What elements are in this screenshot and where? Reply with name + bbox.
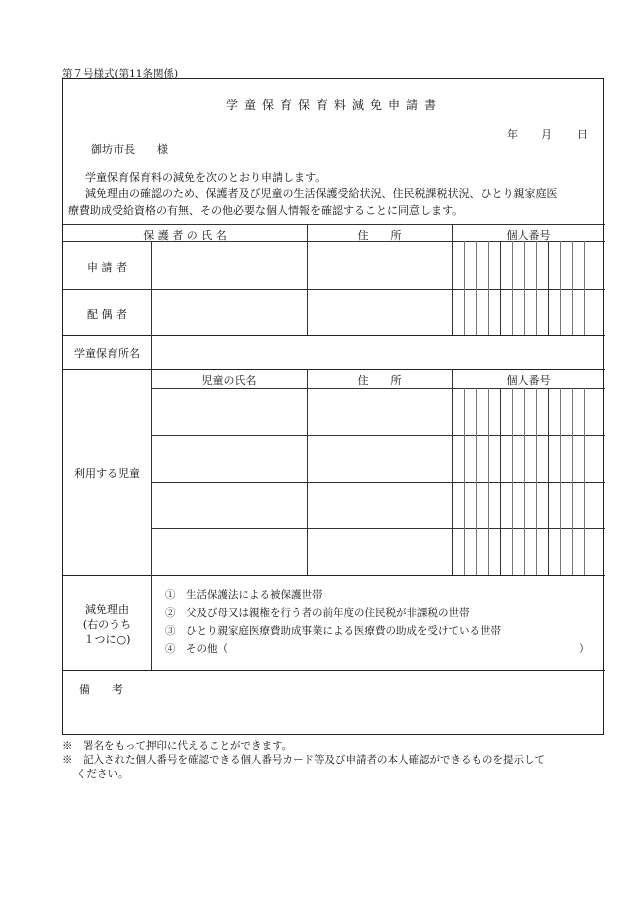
guardian-name-header: 保 護 者 の 氏 名 — [143, 229, 227, 242]
remarks-label: 備 考 — [79, 683, 123, 696]
applicant-my-number-field[interactable] — [453, 242, 604, 288]
spouse-address-field[interactable] — [308, 290, 451, 334]
child-2-my-number-field[interactable] — [453, 436, 604, 481]
child-1-my-number-field[interactable] — [453, 389, 604, 434]
intro-line-1: 学童保育保育料の減免を次のとおり申請します。 — [85, 171, 327, 184]
child-my-number-header: 個人番号 — [506, 374, 551, 387]
child-3-address-field[interactable] — [308, 483, 451, 527]
child-4-name-field[interactable] — [152, 529, 306, 574]
guardian-address-header: 住 所 — [357, 229, 402, 242]
spouse-my-number-field[interactable] — [453, 290, 604, 334]
reason-other-input[interactable] — [223, 640, 575, 654]
child-2-name-field[interactable] — [152, 436, 306, 481]
facility-label: 学童保育所名 — [74, 347, 140, 360]
child-address-header: 住 所 — [357, 374, 402, 387]
form-title: 学童保育保育料減免申請書 — [225, 98, 442, 112]
note-signature: ※ 署名をもって押印に代えることができます。 — [62, 740, 293, 752]
child-3-my-number-field[interactable] — [453, 483, 604, 527]
addressee-name: 御坊市長 — [91, 143, 135, 156]
reason-option-1[interactable]: ① 生活保護法による被保護世帯 — [165, 589, 323, 601]
child-3-name-field[interactable] — [152, 483, 306, 527]
note-id-verification: ※ 記入された個人番号を確認できる個人番号カード等及び申請者の本人確認ができるものを提示して — [62, 754, 545, 766]
applicant-address-field[interactable] — [308, 242, 451, 288]
child-4-address-field[interactable] — [308, 529, 451, 574]
application-form — [62, 78, 604, 735]
form-number-label: 第７号様式(第11条関係) — [62, 68, 179, 80]
child-1-address-field[interactable] — [308, 389, 451, 434]
child-4-my-number-field[interactable] — [453, 529, 604, 574]
spouse-row-label: 配 偶 者 — [87, 308, 127, 321]
date-year-label[interactable]: 年 — [507, 128, 518, 141]
note-id-verification-cont: ください。 — [76, 768, 129, 780]
reason-option-2[interactable]: ② 父及び母又は親権を行う者の前年度の住民税が非課税の世帯 — [165, 607, 470, 619]
date-day-label[interactable]: 日 — [577, 128, 588, 141]
reason-label-line-3: １つに○) — [83, 633, 131, 646]
child-2-address-field[interactable] — [308, 436, 451, 481]
reason-option-4[interactable]: ④ その他（ — [165, 643, 228, 655]
facility-name-field[interactable] — [152, 337, 604, 368]
spouse-name-field[interactable] — [152, 290, 306, 334]
addressee-honorific: 様 — [157, 143, 168, 156]
reason-label-line-2: (右のうち — [82, 618, 132, 631]
applicant-name-field[interactable] — [152, 242, 306, 288]
child-1-name-field[interactable] — [152, 389, 306, 434]
reason-other-close-paren: ） — [579, 643, 590, 655]
date-month-label[interactable]: 月 — [541, 128, 552, 141]
remarks-field[interactable] — [123, 677, 601, 731]
intro-line-2: 減免理由の確認のため、保護者及び児童の生活保護受給状況、住民税課税状況、ひとり親家庭医 — [85, 187, 558, 200]
guardian-my-number-header: 個人番号 — [506, 229, 551, 242]
reason-option-3[interactable]: ③ ひとり親家庭医療費助成事業による医療費の助成を受けている世帯 — [165, 625, 501, 637]
children-section-label: 利用する児童 — [74, 467, 140, 480]
intro-line-3: 療費助成受給資格の有無、その他必要な個人情報を確認することに同意します。 — [68, 204, 464, 217]
applicant-row-label: 申 請 者 — [87, 261, 127, 274]
reason-label-line-1: 減免理由 — [85, 603, 129, 616]
child-name-header: 児童の氏名 — [201, 374, 257, 387]
